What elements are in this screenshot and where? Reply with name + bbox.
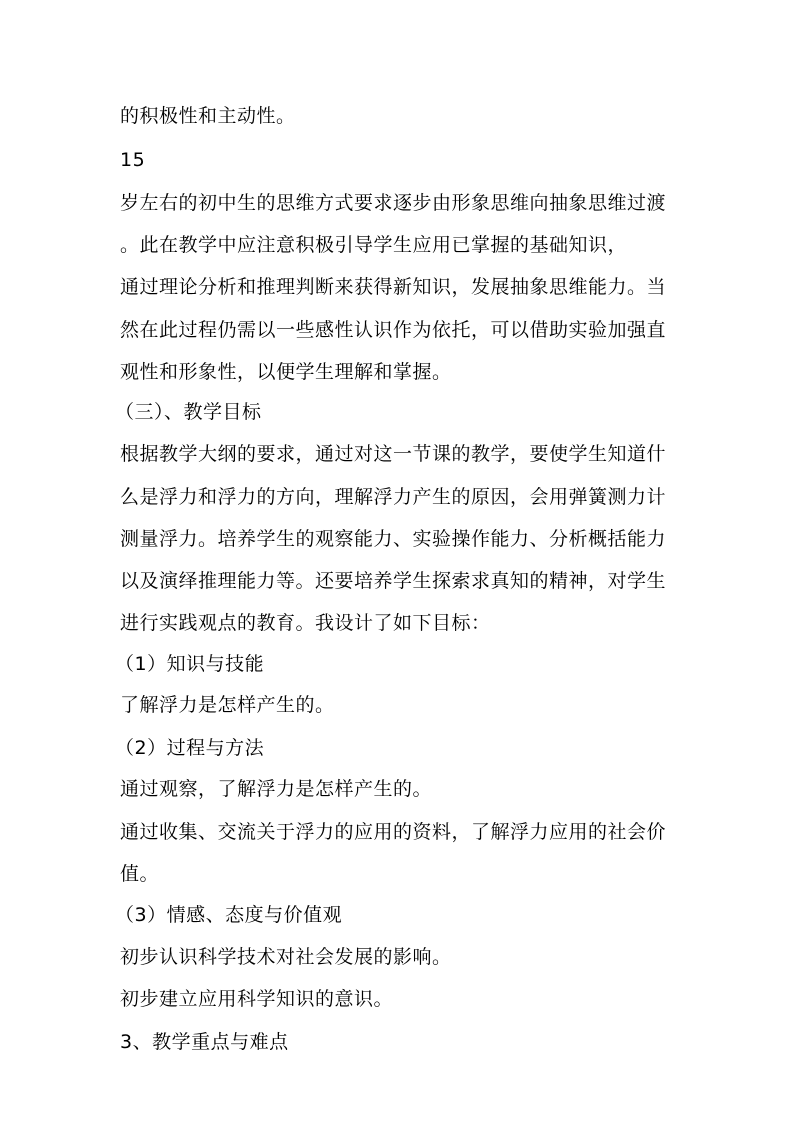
text-line: 的积极性和主动性。 [120, 105, 296, 127]
text-line: 初步建立应用科学知识的意识。 [120, 988, 394, 1010]
section-heading: （三）、教学目标 [115, 401, 262, 423]
text-line: 以及演绎推理能力等。还要培养学生探索求真知的精神，对学生 [120, 570, 667, 592]
text-line: 进行实践观点的教育。我设计了如下目标： [120, 612, 491, 634]
text-line: 通过收集、交流关于浮力的应用的资料，了解浮力应用的社会价 [120, 821, 667, 843]
subsection-heading: （3）情感、态度与价值观 [115, 904, 343, 926]
subsection-heading: （2）过程与方法 [115, 737, 265, 759]
text-line: 根据教学大纲的要求，通过对这一节课的教学，要使学生知道什 [120, 443, 667, 465]
text-line: 么是浮力和浮力的方向，理解浮力产生的原因，会用弹簧测力计 [120, 486, 667, 508]
text-line: 岁左右的初中生的思维方式要求逐步由形象思维向抽象思维过渡 [120, 192, 667, 214]
text-line: 测量浮力。培养学生的观察能力、实验操作能力、分析概括能力 [120, 528, 667, 550]
text-line: 观性和形象性，以便学生理解和掌握。 [120, 361, 452, 383]
text-line: 值。 [120, 863, 160, 885]
text-line: 15 [120, 149, 146, 171]
subsection-heading: （1）知识与技能 [115, 653, 265, 675]
text-line: 了解浮力是怎样产生的。 [120, 694, 335, 716]
section-heading: 3、教学重点与难点 [120, 1031, 289, 1053]
text-line: 通过理论分析和推理判断来获得新知识，发展抽象思维能力。当 [120, 276, 667, 298]
text-line: 然在此过程仍需以一些感性认识作为依托，可以借助实验加强直 [120, 319, 667, 341]
text-line: 初步认识科学技术对社会发展的影响。 [120, 946, 452, 968]
text-line: 。此在教学中应注意积极引导学生应用已掌握的基础知识， [120, 234, 628, 256]
text-line: 通过观察，了解浮力是怎样产生的。 [120, 778, 433, 800]
